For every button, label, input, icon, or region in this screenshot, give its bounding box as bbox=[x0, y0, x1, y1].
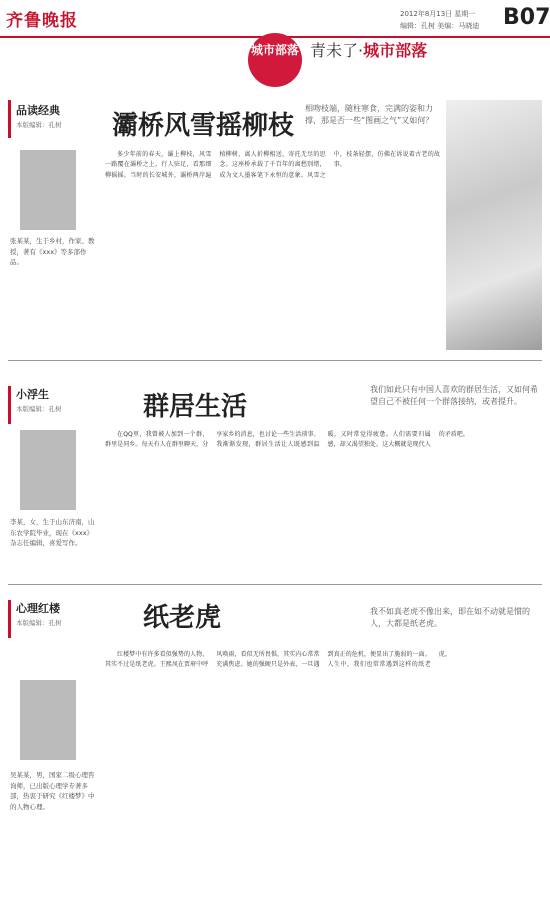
column-accent bbox=[8, 386, 11, 424]
article-divider bbox=[8, 584, 542, 585]
page-number: B07 bbox=[503, 5, 550, 30]
column-editor: 本版编辑：孔树 bbox=[16, 405, 62, 413]
author-photo bbox=[20, 680, 76, 760]
column-accent bbox=[8, 600, 11, 638]
article-body: 红楼梦中有许多看似强势的人物，其实不过是纸老虎。王熙凤在贾府中呼风唤雨，看似无所畏惧，其实内心常常充满焦虑。她的强硬只是外表，一旦遇到真正的危机，便显出了脆弱的一面。人生中，我们也常常遇到这样的纸老虎。 bbox=[105, 651, 451, 669]
section-title: 青未了·城市部落 bbox=[310, 41, 428, 60]
article-subtitle: 相吻枝端，随柱寒食，完满的姿和力撑，那是否一些“图画之气”又如何？ bbox=[305, 104, 434, 125]
column-editor: 本版编辑：孔树 bbox=[16, 121, 62, 129]
column-accent bbox=[8, 100, 11, 138]
author-photo bbox=[20, 150, 76, 230]
column-label: 品读经典 bbox=[16, 104, 60, 117]
article-title: 灞桥风雪摇柳枝 bbox=[112, 111, 295, 141]
article-divider bbox=[8, 360, 542, 361]
column-label: 小浮生 bbox=[16, 388, 49, 401]
painting-image bbox=[446, 100, 542, 350]
masthead: 齐鲁晚报 bbox=[6, 11, 78, 31]
article-subtitle: 我们如此只有中国人喜欢的群居生活，又如何希望自己不被任何一个群落接纳，或者提升。 bbox=[370, 385, 538, 406]
article-body: 在QQ里，我曾被人加到一个群，群里是同乡。每天有人在群里聊天，分享家乡的消息，也讨论一些生活琐事。我渐渐发现，群居生活让人既感到温暖，又时常觉得疲惫。人们需要归属感，却又渴望独处。这大概就是现代人的矛盾吧。 bbox=[105, 431, 469, 449]
article-subtitle: 我不如真老虎不像出来，即在如不动就是惯的人，大都是纸老虎。 bbox=[370, 607, 530, 628]
author-bio: 张某某，生于乡村，作家、教授，著有《xxx》等多部作品。 bbox=[10, 237, 95, 266]
column-editor: 本版编辑：孔树 bbox=[16, 619, 62, 627]
column-label: 心理红楼 bbox=[16, 602, 60, 615]
author-bio: 李某，女，生于山东济南，山东农学院毕业，现在《xxx》杂志任编辑，喜爱写作。 bbox=[10, 518, 95, 547]
article-title: 纸老虎 bbox=[143, 603, 222, 633]
page-editors: 编辑：孔树 美编：马晓迪 bbox=[400, 22, 480, 30]
article-title: 群居生活 bbox=[143, 392, 248, 422]
issue-date: 2012年8月13日 星期一 bbox=[400, 10, 476, 18]
author-photo bbox=[20, 430, 76, 510]
author-bio: 吴某某，男，国家二级心理咨询师，已出版心理学专著多部，热衷于研究《红楼梦》中的人物心理。 bbox=[10, 771, 95, 811]
article-body: 多少年前的春天，灞上柳枝，风雪一路覆在灞桥之上，行人驻足，看那细柳摇摇。当时的长安城外，灞桥两岸遍植柳树，离人折柳相送，寄托无尽的思念。这座桥承载了千百年的离愁别绪，成为文人墨客笔下永恒的意象。风雪之中，枝条轻摆，仿佛在诉说着古老的故事。 bbox=[105, 151, 440, 179]
section-logo: 城市部落 bbox=[248, 33, 302, 87]
